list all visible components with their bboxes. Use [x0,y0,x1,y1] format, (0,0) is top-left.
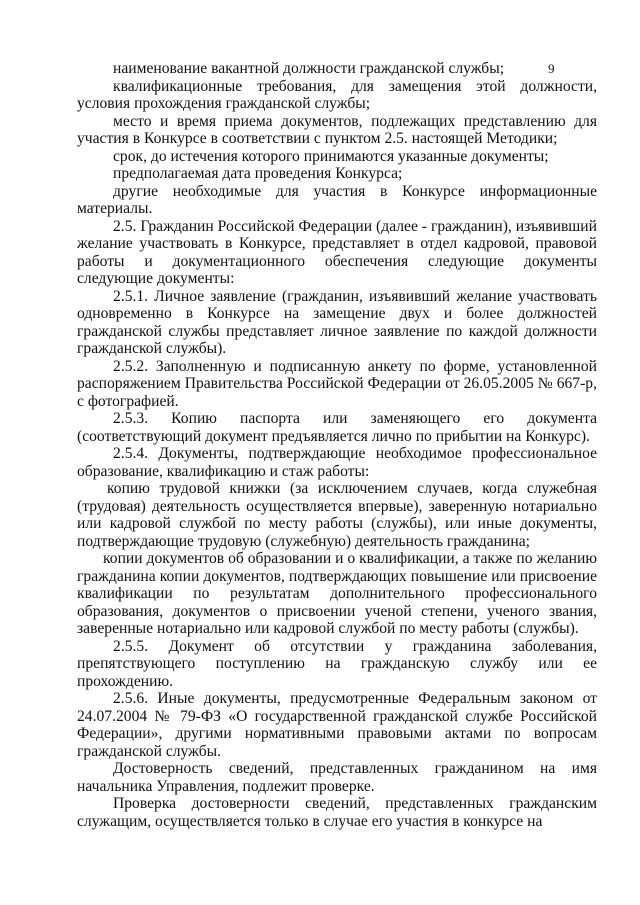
section-2-5-6: 2.5.6. Иные документы, предусмотренные Федеральным законом от 24.07.2004 № 79-ФЗ «О государственной гражданской службе Российской Федерации», другими нормативными правовыми актами по вопросам гражданской службы. [77,690,597,760]
document-body [77,60,597,830]
paragraph: наименование вакантной должности гражданской службы; [113,60,505,77]
section-2-5: 2.5. Гражданин Российской Федерации (далее - гражданин), изъявивший желание участвовать в Конкурсе, представляет в отдел кадровой, правовой работы и документационного обеспечения следующие документы следующие документы: [77,217,597,287]
page-number: 9 [548,61,555,76]
paragraph: другие необходимые для участия в Конкурсе информационные материалы. [77,182,597,217]
section-2-5-4: 2.5.4. Документы, подтверждающие необходимое профессиональное образование, квалификацию и стаж работы: [77,445,597,480]
paragraph: квалификационные требования, для замещения этой должности, условия прохождения гражданской службы; [77,77,597,112]
section-2-5-3: 2.5.3. Копию паспорта или заменяющего его документа (соответствующий документ предъявляется лично по прибытии на Конкурс). [77,410,597,445]
list-item-education: копии документов об образовании и о квалификации, а также по желанию гражданина копии документов, подтверждающих повышение или присвоение квалификации по результатам дополнительного профессионального образования, документов о присвоении ученой степени, ученого звания, заверенные нотариально или кадровой службой по месту работы (службы). [77,550,597,637]
paragraph-verification: Достоверность сведений, представленных гражданином на имя начальника Управления, подлежит проверке. [77,760,597,795]
paragraph: предполагаемая дата проведения Конкурса; [113,165,403,182]
section-2-5-2: 2.5.2. Заполненную и подписанную анкету по форме, установленной распоряжением Правительства Российской Федерации от 26.05.2005 № 667-р, с фотографией. [77,357,597,410]
section-2-5-1: 2.5.1. Личное заявление (гражданин, изъявивший желание участвовать одновременно в Конкурсе на замещение двух и более должностей гражданской службы представляет личное заявление по каждой должности гражданской службы). [77,287,597,357]
section-2-5-5: 2.5.5. Документ об отсутствии у гражданина заболевания, препятствующего поступлению на гражданскую службу или ее прохождению. [77,637,597,690]
paragraph: место и время приема документов, подлежащих представлению для участия в Конкурсе в соответствии с пунктом 2.5. настоящей Методики; [77,112,597,147]
paragraph-verification-scope: Проверка достоверности сведений, представленных гражданским служащим, осуществляется только в случае его участия в конкурсе на [77,795,597,830]
paragraph: срок, до истечения которого принимаются указанные документы; [113,147,549,165]
list-item-work-book: копию трудовой книжки (за исключением случаев, когда служебная (трудовая) деятельность осуществляется впервые), заверенную нотариально или кадровой службой по месту работы (службы), или иные документы, подтверждающие трудовую (служебную) деятельность гражданина; [77,480,597,550]
